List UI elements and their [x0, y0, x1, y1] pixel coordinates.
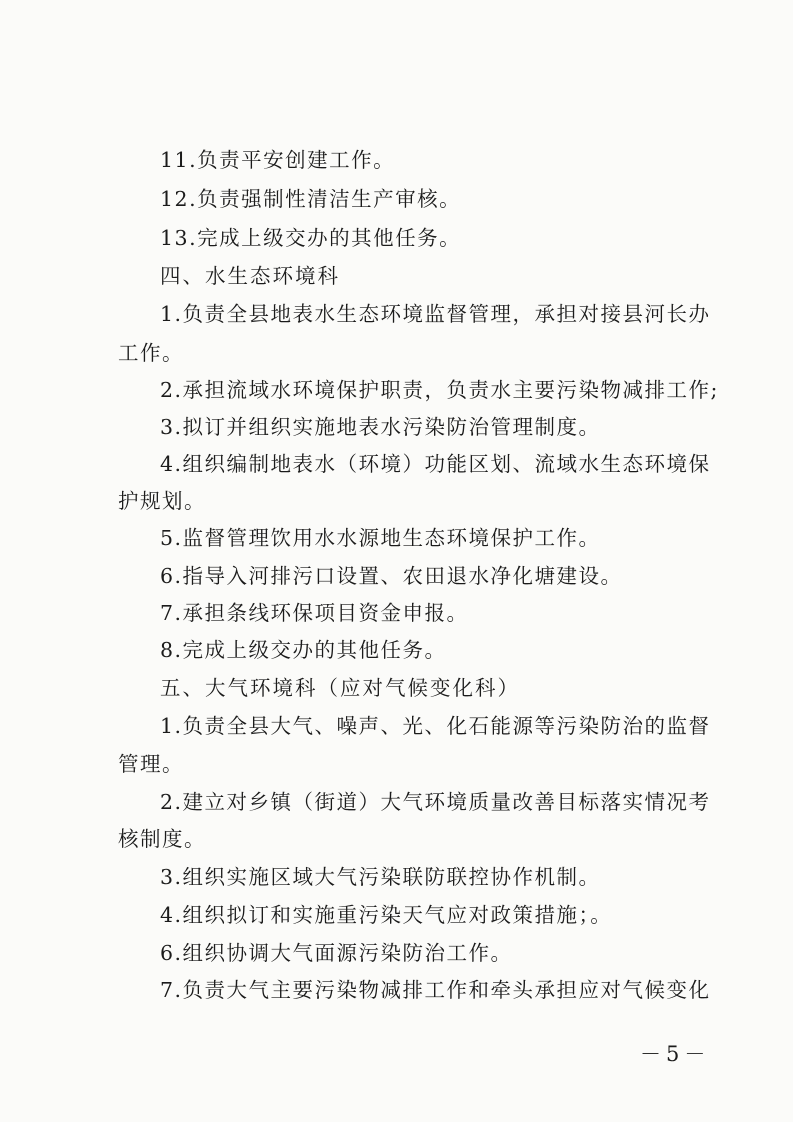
text-line: 6.组织协调大气面源污染防治工作。 [160, 941, 513, 965]
text-line: 7.负责大气主要污染物减排工作和牵头承担应对气候变化 [160, 978, 711, 1002]
text-line: 2.建立对乡镇（街道）大气环境质量改善目标落实情况考 [160, 790, 711, 814]
text-line: 12.负责强制性清洁生产审核。 [160, 187, 462, 211]
text-line: 护规划。 [118, 489, 206, 513]
text-line: 8.完成上级交办的其他任务。 [160, 638, 447, 662]
text-line: 核制度。 [118, 827, 206, 851]
section-heading: 五、大气环境科（应对气候变化科） [160, 676, 520, 700]
text-line: 3.组织实施区域大气污染联防联控协作机制。 [160, 865, 601, 889]
text-line: 工作。 [118, 341, 184, 365]
text-line: 2.承担流域水环境保护职责，负责水主要污染物减排工作; [160, 378, 719, 402]
text-line: 3.拟订并组织实施地表水污染防治管理制度。 [160, 415, 601, 439]
text-line: 6.指导入河排污口设置、农田退水净化塘建设。 [160, 564, 623, 588]
text-line: 7.承担条线环保项目资金申报。 [160, 601, 469, 625]
section-heading: 四、水生态环境科 [160, 264, 340, 288]
text-line: 13.完成上级交办的其他任务。 [160, 226, 462, 250]
page-number: －5－ [640, 1042, 711, 1066]
text-line: 4.组织编制地表水（环境）功能区划、流域水生态环境保 [160, 452, 711, 476]
text-line: 1.负责全县大气、噪声、光、化石能源等污染防治的监督 [160, 714, 711, 738]
text-line: 5.监督管理饮用水水源地生态环境保护工作。 [160, 526, 601, 550]
text-line: 11.负责平安创建工作。 [160, 148, 396, 172]
text-line: 4.组织拟订和实施重污染天气应对政策措施；。 [160, 903, 613, 927]
text-line: 管理。 [118, 752, 184, 776]
text-line: 1.负责全县地表水生态环境监督管理，承担对接县河长办 [160, 302, 711, 326]
